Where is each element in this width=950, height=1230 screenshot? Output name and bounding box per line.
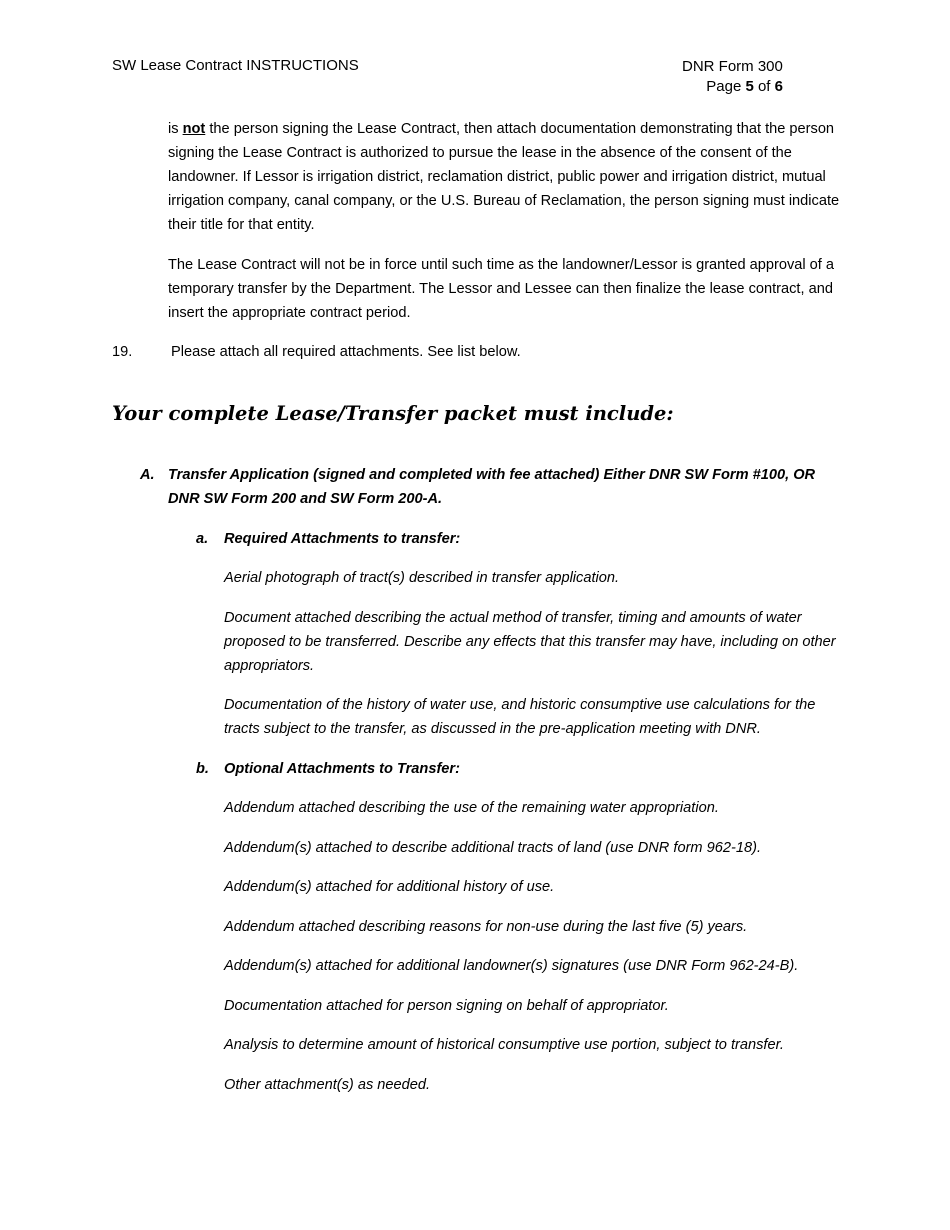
item-number: 19. (112, 344, 133, 360)
optional-item: Documentation attached for person signing on behalf of appropriator. (224, 998, 669, 1014)
optional-item: Addendum(s) attached for additional landowner(s) signatures (use DNR Form 962-24-B). (224, 958, 799, 974)
optional-item: Addendum attached describing the use of the remaining water appropriation. (224, 800, 719, 816)
section-a-text: Transfer Application (signed and completed with fee attached) Either DNR SW Form #100, OR DNR SW Form 200 and SW Form 200-A. (168, 467, 816, 507)
required-item: Document attached describing the actual method of transfer, timing and amounts of water proposed to be transferred. Describe any effects that this transfer may have, including on other appropriators. (224, 610, 836, 674)
document-page: SW Lease Contract INSTRUCTIONS DNR Form 300 Page 5 of 6 is not the person signing the Lease Contract, then attach documentation demonstrating that the person signing the Lease Contract is authorized to pursue the lease in the absence of the consent of the landowner. If Lessor is irrigation district, reclamation district, public power and irrigation district, mutual irrigation company, canal company, or the U.S. Bureau of Reclamation, the person signing must indicate their title for that entity. The Lease Contract will not be in force until such time as the landowner/Lessor is granted approval of a temporary transfer by the Department. The Lessor and Lessee can then finalize the lease contract, and insert the appropriate contract period. 19. Please attach all required attachments. See list below. Your complete Lease/Transfer packet must include: A. Transfer Application (signed and completed with fee attached) Either DNR SW Form #100, OR DNR SW Form 200 and SW Form 200-A. a. Required Attachments to transfer: Aerial photograph of tract(s) described in transfer application. Document attached describing the actual method of transfer, timing and amounts of water proposed to be transferred. Describe any effects that this transfer may have, including on other appropriators. Documentation of the history of water use, and historic consumptive use calculations for the tracts subject to the transfer, as discussed in the pre-application meeting with DNR. b. Optional Attachments to Transfer: Addendum attached describing the use of the remaining water appropriation. Addendum(s) attached to describe additional tracts of land (use DNR form 962-18). Addendum(s) attached for additional history of use. Addendum attached describing reasons for non-use during the last five (5) years. Addendum(s) attached for additional landowner(s) signatures (use DNR Form 962-24-B). Documentation attached for person signing on behalf of appropriator. Analysis to determine amount of historical consumptive use portion, subject to transfer. Other attachment(s) as needed. (0, 0, 950, 1230)
form-name: DNR Form 300 (682, 58, 783, 75)
required-item: Documentation of the history of water use, and historic consumptive use calculations for the tracts subject to the transfer, as discussed in the pre-application meeting with DNR. (224, 697, 816, 737)
continuation-paragraph-2: The Lease Contract will not be in force until such time as the landowner/Lessor is granted approval of a temporary transfer by the Department. The Lessor and Lessee can then finalize the lease contract, and insert the appropriate contract period. (168, 257, 835, 321)
item-text: Please attach all required attachments. See list below. (171, 344, 521, 360)
page-number: Page 5 of 6 (706, 78, 783, 95)
continuation-paragraph-1: is not the person signing the Lease Contract, then attach documentation demonstrating that the person signing the Lease Contract is authorized to pursue the lease in the absence of the consent of the landowner. If Lessor is irrigation district, reclamation district, public power and irrigation district, mutual irrigation company, canal company, or the U.S. Bureau of Reclamation, the person signing must indicate their title for that entity. (168, 121, 840, 233)
total-pages: 6 (774, 78, 783, 95)
current-page: 5 (745, 78, 754, 95)
optional-item: Addendum(s) attached to describe additional tracts of land (use DNR form 962-18). (224, 840, 761, 856)
optional-item: Other attachment(s) as needed. (224, 1077, 431, 1093)
header-title: SW Lease Contract INSTRUCTIONS (112, 57, 359, 74)
optional-item: Addendum attached describing reasons for non-use during the last five (5) years. (224, 919, 748, 935)
header-form-info (682, 57, 783, 97)
section-a-marker: A. (140, 467, 155, 483)
required-item: Aerial photograph of tract(s) described in transfer application. (224, 570, 620, 586)
optional-item: Analysis to determine amount of historical consumptive use portion, subject to transfer. (224, 1037, 784, 1053)
emphasis-not: not (182, 121, 206, 137)
optional-item: Addendum(s) attached for additional history of use. (224, 879, 555, 895)
packet-heading: Your complete Lease/Transfer packet must include: (112, 402, 674, 425)
